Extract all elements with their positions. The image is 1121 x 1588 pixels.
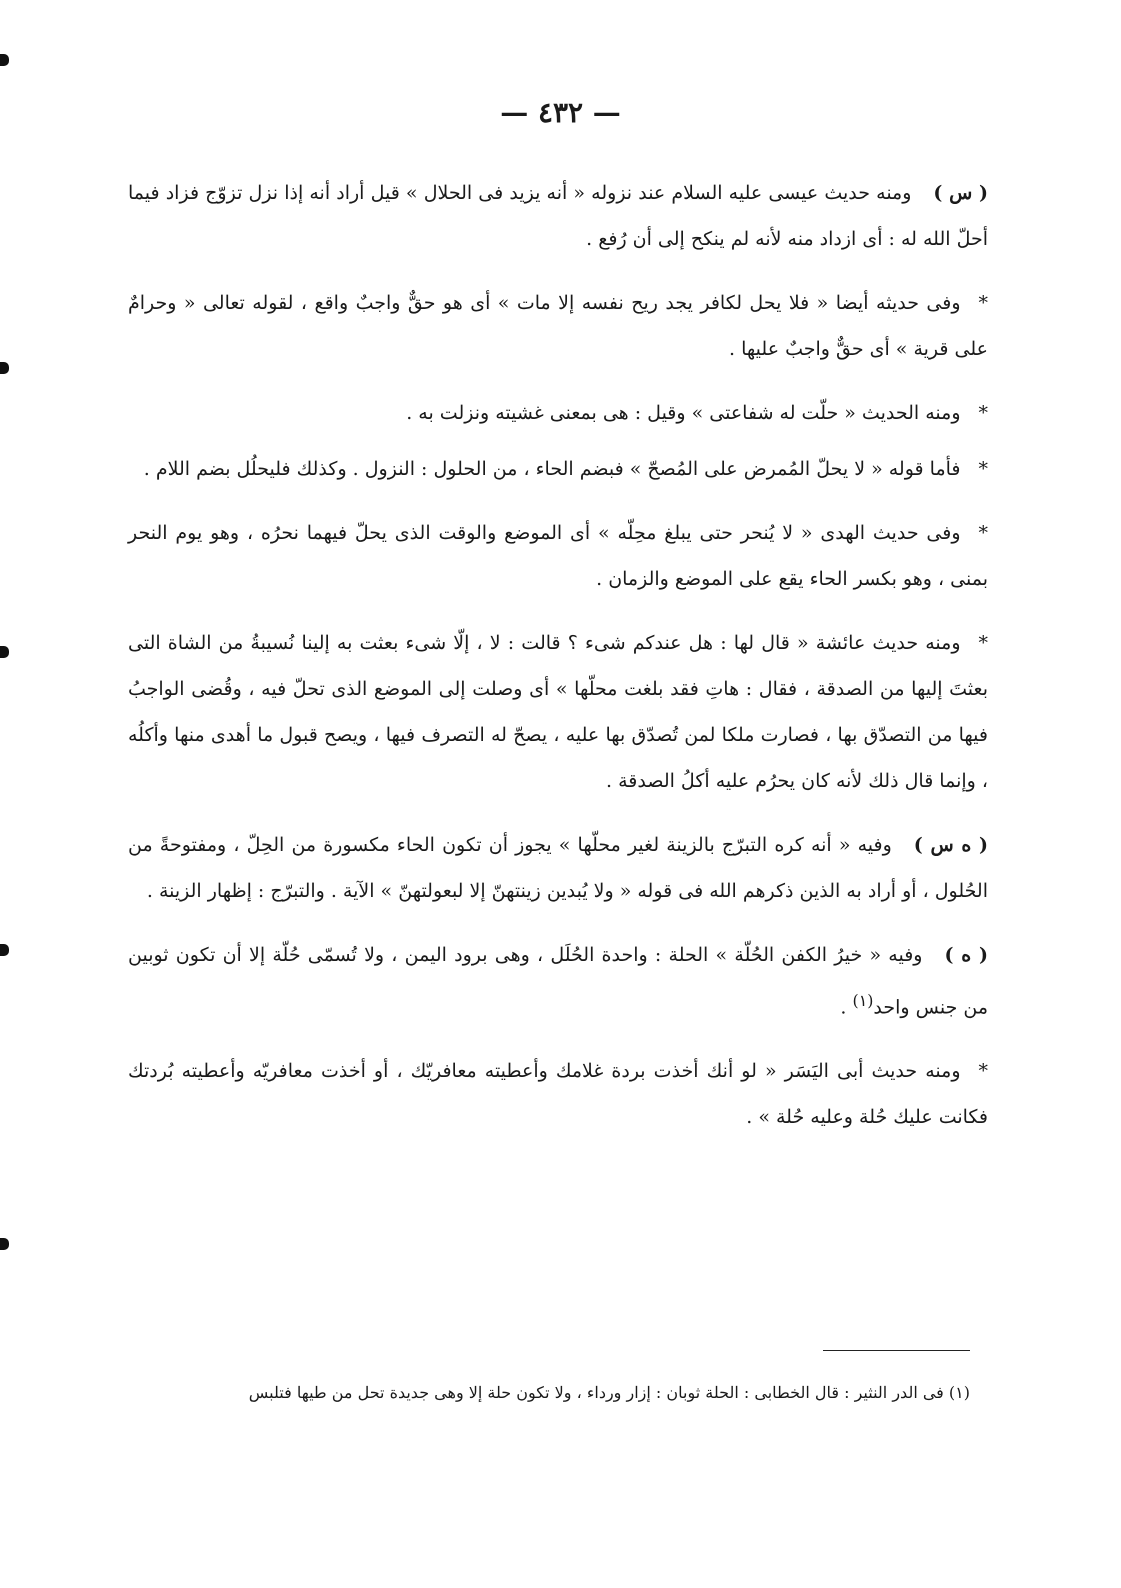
scan-edge-mark: [0, 646, 9, 658]
paragraph-text: وفى حديث الهدى « لا يُنحر حتى يبلغ محِلّه » أى الموضع والوقت الذى يحلّ فيهما نحرُه ، وهو يوم النحر بمنى ، وهو بكسر الحاء يقع على الموضع والزمان .: [128, 522, 988, 590]
scan-edge-mark: [0, 362, 9, 374]
paragraph: [128, 932, 988, 1030]
paragraph: [128, 822, 988, 914]
source-marker: ( ه ): [944, 944, 988, 966]
paragraph: [128, 280, 988, 372]
footnote: (١) فى الدر النثير : قال الخطابى : الحلة ثوبان : إزار ورداء ، ولا تكون حلة إلا وهى جديدة تحل من طيها فتلبس: [248, 1383, 970, 1402]
star-marker: *: [978, 402, 988, 424]
paragraph-text: ومنه حديث أبى اليَسَر « لو أنك أخذت بردة غلامك وأعطيته معافريّك ، أو أخذت معافريّه وأعطيته بُردتك فكانت عليك حُلة وعليه حُلة » .: [128, 1060, 988, 1129]
star-marker: *: [978, 292, 988, 314]
paragraph: [128, 1048, 988, 1140]
paragraph-text: فأما قوله « لا يحلّ المُمرض على المُصحّ » فبضم الحاء ، من الحلول : النزول . وكذلك فليحلُل بضم اللام .: [143, 458, 961, 480]
star-marker: *: [978, 458, 988, 480]
source-marker: ( س ): [933, 182, 988, 204]
paragraph-tail: .: [840, 996, 853, 1019]
footnote-divider: [823, 1350, 970, 1351]
paragraph-text: ومنه حديث عائشة « قال لها : هل عندكم شىء ؟ قالت : لا ، إلّا شىء بعثت به إلينا نُسيبةُ من الشاة التى بعثتَ إليها من الصدقة ، فقال : هاتِ فقد بلغت محلّها » أى وصلت إلى الموضع الذى تحلّ فيه ، وقُضى الواجبُ فيها من التصدّق بها ، فصارت ملكا لمن تُصدّق بها عليه ، يصحّ له التصرف فيها ، ويصح قبول ما أهدى منها وأكلُه ، وإنما قال ذلك لأنه كان يحرُم عليه أكلُ الصدقة .: [128, 632, 988, 792]
scan-edge-mark: [0, 54, 9, 66]
scan-edge-mark: [0, 1238, 9, 1250]
footnote-reference[interactable]: (١): [852, 991, 874, 1010]
star-marker: *: [978, 632, 988, 654]
paragraph: [128, 390, 988, 436]
source-marker: ( ه س ): [913, 834, 988, 856]
paragraph-text: ومنه الحديث « حلّت له شفاعتى » وقيل : هى بمعنى غشيته ونزلت به .: [406, 402, 961, 424]
main-text: [128, 170, 988, 1158]
paragraph-text: وفيه « أنه كره التبرّج بالزينة لغير محلّها » يجوز أن تكون الحاء مكسورة من الحِلّ ، ومفتوحةً من الحُلول ، أو أراد به الذين ذكرهم الله فى قوله « ولا يُبدين زينتهنّ إلا لبعولتهنّ » الآية . والتبرّج : إظهار الزينة .: [128, 834, 988, 902]
paragraph-text: وفيه « خيرُ الكفن الحُلّة » الحلة : واحدة الحُلَل ، وهى برود اليمن ، ولا تُسمّى حُلّة إلا أن تكون ثوبين من جنس واحد: [128, 944, 988, 1019]
paragraph: [128, 510, 988, 602]
star-marker: *: [978, 1060, 988, 1083]
star-marker: *: [978, 522, 988, 544]
paragraph: [128, 620, 988, 804]
scan-edge-mark: [0, 944, 9, 956]
paragraph-text: وفى حديثه أيضا « فلا يحل لكافر يجد ريح نفسه إلا مات » أى هو حقٌّ واجبٌ واقع ، لقوله تعالى « وحرامٌ على قرية » أى حقٌّ واجبٌ عليها .: [128, 292, 988, 360]
paragraph-text: ومنه حديث عيسى عليه السلام عند نزوله « أنه يزيد فى الحلال » قيل أراد أنه إذا نزل تزوّج فزاد فيما أحلّ الله له : أى ازداد منه لأنه لم ينكح إلى أن رُفع .: [128, 182, 988, 250]
page-number: — ٤٣٢ —: [500, 96, 621, 129]
paragraph: [128, 446, 988, 492]
paragraph: [128, 170, 988, 262]
